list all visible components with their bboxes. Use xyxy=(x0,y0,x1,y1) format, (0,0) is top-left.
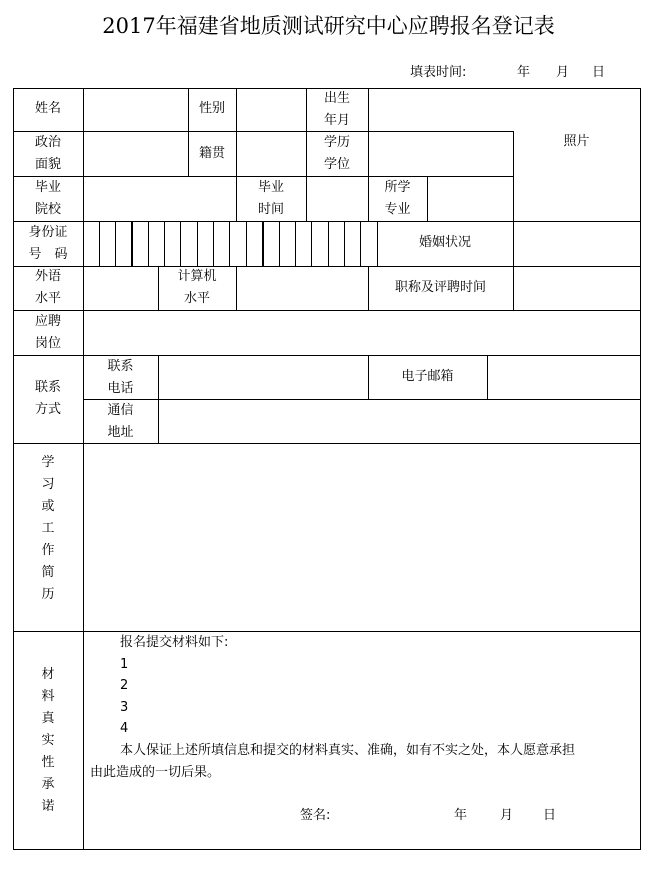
sign-month: 月 xyxy=(500,808,514,823)
signature-field[interactable] xyxy=(340,805,440,826)
pledge-intro: 报名提交材料如下: xyxy=(120,635,229,650)
birth-label: 出生 年月 xyxy=(323,91,350,128)
address-label: 通信 地址 xyxy=(107,403,134,440)
gender-field[interactable] xyxy=(237,89,306,131)
pledge-statement-line2: 由此造成的一切后果。 xyxy=(90,765,221,780)
fill-date-year: 年 xyxy=(517,65,531,80)
photo-label: 照片 xyxy=(563,134,590,149)
address-field[interactable] xyxy=(159,400,640,443)
school-field[interactable] xyxy=(84,177,236,221)
language-label: 外语 水平 xyxy=(34,269,61,306)
fill-date-month: 月 xyxy=(556,65,570,80)
grid-line xyxy=(13,849,640,850)
sign-label: 签名: xyxy=(300,808,331,823)
pledge-item: 3 xyxy=(120,700,129,715)
grad-time-field[interactable] xyxy=(307,177,368,221)
contact-label: 联系 方式 xyxy=(34,380,61,417)
pledge-item: 1 xyxy=(120,657,129,672)
pledge-statement-line1: 本人保证上述所填信息和提交的材料真实、准确，如有不实之处，本人愿意承担 xyxy=(120,743,576,758)
photo-box[interactable] xyxy=(514,89,640,221)
computer-field[interactable] xyxy=(237,267,368,310)
fill-date-label: 填表时间: xyxy=(410,65,467,80)
pledge-item: 2 xyxy=(120,678,129,693)
name-field[interactable] xyxy=(84,89,188,131)
computer-label: 计算机 水平 xyxy=(177,269,217,306)
title-time-field[interactable] xyxy=(514,267,640,310)
politics-label: 政治 面貌 xyxy=(34,135,61,172)
degree-label: 学历 学位 xyxy=(323,135,350,172)
pledge-label: 材 料 真 实 性 承 诺 xyxy=(41,667,55,814)
sign-day: 日 xyxy=(543,808,557,823)
grid-line xyxy=(640,88,641,850)
politics-field[interactable] xyxy=(84,132,188,176)
form-title: 2017年福建省地质测试研究中心应聘报名登记表 xyxy=(102,14,555,38)
name-label: 姓名 xyxy=(34,101,61,116)
id-number-field[interactable] xyxy=(84,222,377,266)
phone-label: 联系 电话 xyxy=(107,359,134,396)
position-label: 应聘 岗位 xyxy=(34,314,61,351)
school-label: 毕业 院校 xyxy=(34,180,61,217)
native-field[interactable] xyxy=(237,132,306,176)
marital-label: 婚姻状况 xyxy=(418,235,471,250)
email-label: 电子邮箱 xyxy=(401,369,454,384)
grid-line xyxy=(13,631,640,632)
resume-field[interactable] xyxy=(84,444,640,631)
birth-field[interactable] xyxy=(369,89,513,131)
title-time-label: 职称及评聘时间 xyxy=(394,280,486,295)
phone-field[interactable] xyxy=(159,356,368,399)
grad-time-label: 毕业 时间 xyxy=(257,180,284,217)
pledge-item: 4 xyxy=(120,721,129,736)
position-field[interactable] xyxy=(84,311,640,355)
id-label: 身份证 号 码 xyxy=(28,225,68,262)
major-field[interactable] xyxy=(428,177,513,221)
fill-date-day: 日 xyxy=(592,65,606,80)
email-field[interactable] xyxy=(488,356,640,399)
sign-year: 年 xyxy=(454,808,468,823)
marital-field[interactable] xyxy=(514,222,640,266)
degree-field[interactable] xyxy=(369,132,513,176)
grid-line xyxy=(83,631,84,849)
language-field[interactable] xyxy=(84,267,158,310)
resume-label: 学 习 或 工 作 简 历 xyxy=(41,455,55,602)
gender-label: 性别 xyxy=(198,101,225,116)
major-label: 所学 专业 xyxy=(384,180,411,217)
native-label: 籍贯 xyxy=(198,146,225,161)
